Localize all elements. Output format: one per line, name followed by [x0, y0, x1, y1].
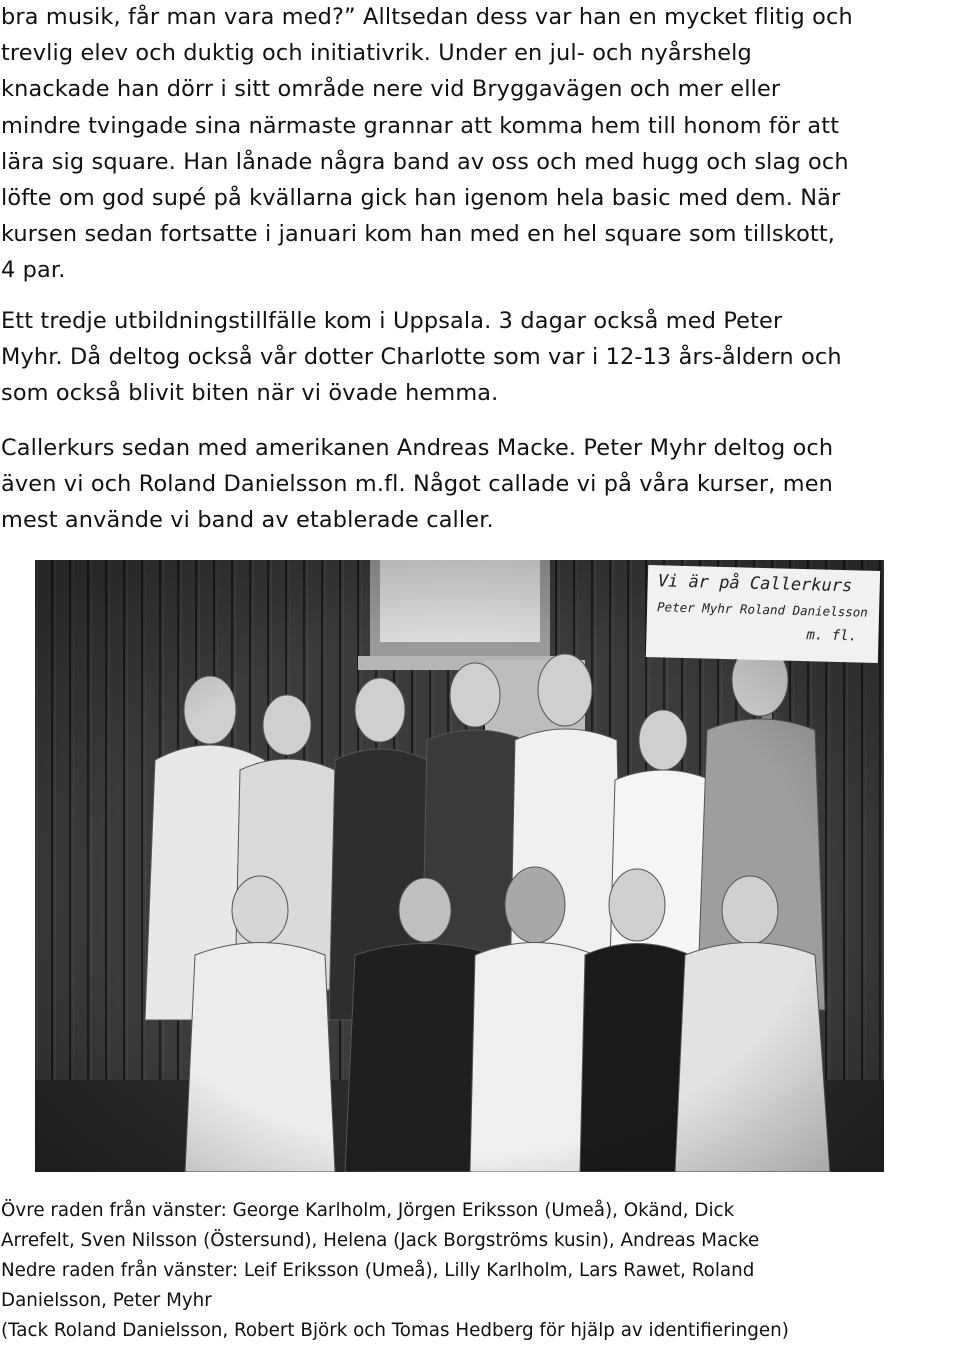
- paragraph-line: 4 par.: [1, 257, 66, 284]
- sign-line-1: Vi är på Callerkurs: [657, 571, 853, 597]
- paragraph-line: kursen sedan fortsatte i januari kom han med en hel square som tillskott,: [1, 221, 836, 248]
- sign-line-3: m. fl.: [806, 627, 858, 645]
- body-paragraph-2: [1, 303, 959, 412]
- paragraph-line: även vi och Roland Danielsson m.fl. Något callade vi på våra kurser, men: [1, 471, 834, 498]
- paragraph-line: som också blivit biten när vi övade hemma.: [1, 380, 499, 407]
- paragraph-line: knackade han dörr i sitt område nere vid Bryggavägen och mer eller: [1, 76, 781, 103]
- paragraph-line: mest använde vi band av etablerade caller.: [1, 507, 494, 534]
- photo-sign: [646, 565, 880, 663]
- paragraph-line: Myhr. Då deltog också vår dotter Charlotte som var i 12-13 års-åldern och: [1, 344, 842, 371]
- paragraph-line: trevlig elev och duktig och initiativrik. Under en jul- och nyårshelg: [1, 40, 752, 67]
- body-paragraph-3: [1, 430, 959, 539]
- paragraph-line: lära sig square. Han lånade några band av oss och med hugg och slag och: [1, 148, 849, 175]
- group-photo: [35, 560, 884, 1172]
- paragraph-line: Callerkurs sedan med amerikanen Andreas Macke. Peter Myhr deltog och: [1, 435, 834, 461]
- paragraph-line: löfte om god supé på kvällarna gick han igenom hela basic med dem. När: [1, 184, 841, 211]
- paragraph-line: bra musik, får man vara med?” Alltsedan dess var han en mycket flitig och: [1, 4, 853, 30]
- caption-line: Nedre raden från vänster: Leif Eriksson (Umeå), Lilly Karlholm, Lars Rawet, Roland: [1, 1260, 755, 1281]
- caption-line: Arrefelt, Sven Nilsson (Östersund), Helena (Jack Borgströms kusin), Andreas Macke: [1, 1230, 760, 1251]
- caption-line: Danielsson, Peter Myhr: [1, 1290, 212, 1311]
- sign-line-2: Peter Myhr Roland Danielsson: [656, 599, 868, 620]
- caption-line: Övre raden från vänster: George Karlholm, Jörgen Eriksson (Umeå), Okänd, Dick: [1, 1200, 735, 1221]
- photo-caption: [1, 1196, 959, 1346]
- paragraph-line: mindre tvingade sina närmaste grannar att komma hem till honom för att: [1, 112, 840, 139]
- body-paragraph-1: [1, 0, 959, 289]
- caption-line: (Tack Roland Danielsson, Robert Björk och Tomas Hedberg för hjälp av identifieringen): [1, 1320, 789, 1341]
- paragraph-line: Ett tredje utbildningstillfälle kom i Uppsala. 3 dagar också med Peter: [1, 308, 783, 334]
